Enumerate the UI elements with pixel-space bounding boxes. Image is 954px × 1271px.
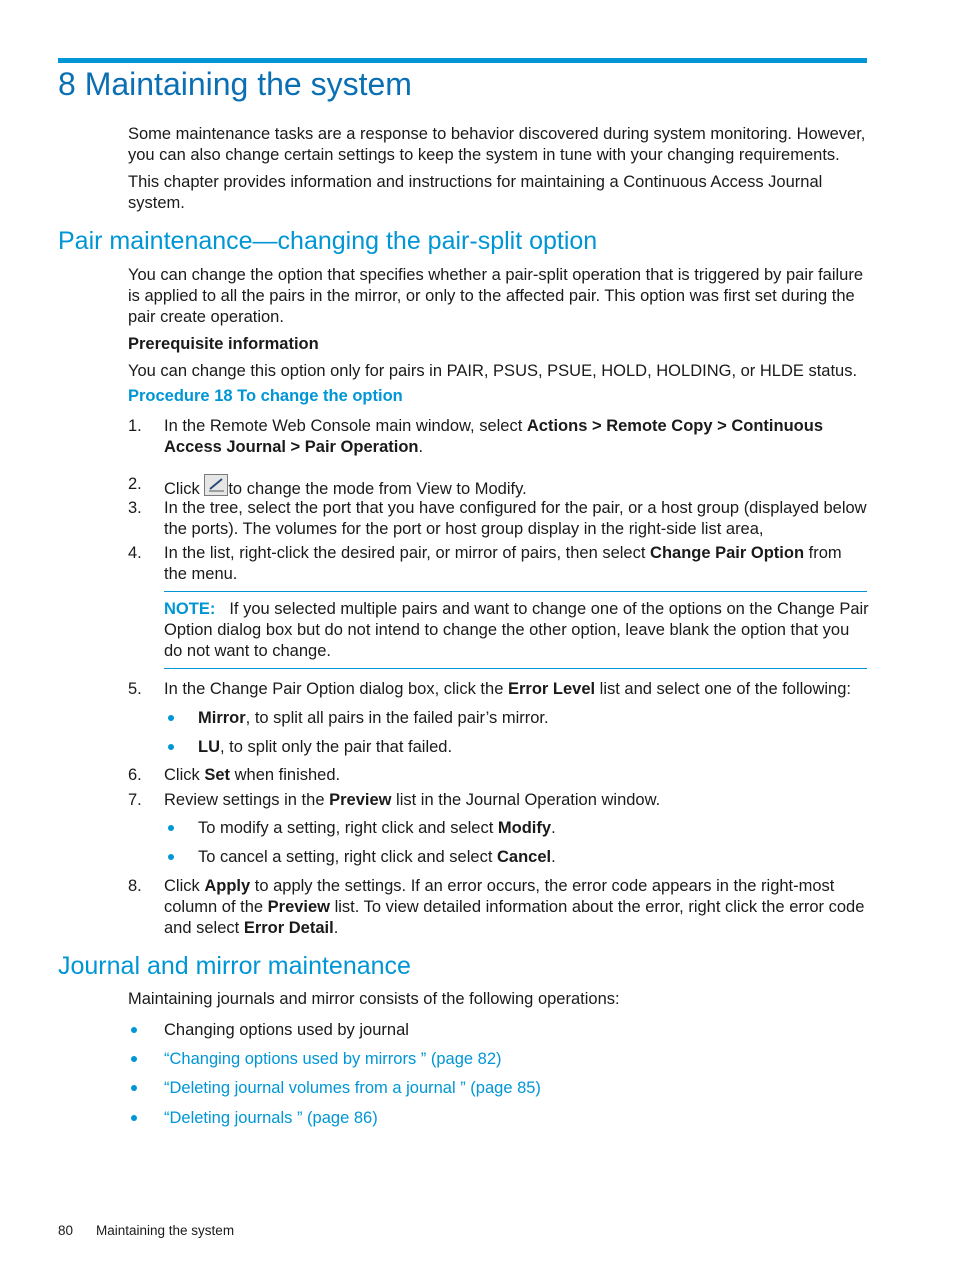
- prerequisite-text: You can change this option only for pairs in PAIR, PSUS, PSUE, HOLD, HOLDING, or HLDE status.: [128, 362, 858, 380]
- note-label: NOTE:: [164, 600, 216, 618]
- note: [164, 599, 869, 662]
- menu-option: Error Detail: [243, 919, 334, 937]
- link-deleting-journals[interactable]: “Deleting journals ” (page 86): [164, 1109, 378, 1127]
- section-heading-pair-maintenance: Pair maintenance—changing the pair-split option: [58, 227, 598, 255]
- link-deleting-journal-volumes[interactable]: “Deleting journal volumes from a journal ” (page 85): [164, 1079, 541, 1097]
- step-2: [164, 474, 869, 500]
- step-text: list and select one of the following:: [595, 680, 851, 698]
- procedure-title: Procedure 18 To change the option: [128, 387, 403, 405]
- section1-paragraph: You can change the option that specifies whether a pair-split operation that is triggered by pair failure is applied to all the pairs in the mirror, or only to the affected pair. This option was first set during the pair create operation.: [128, 266, 864, 326]
- step-7: [164, 790, 869, 811]
- step-4: [164, 543, 869, 585]
- item-text: .: [551, 848, 556, 866]
- option-name: LU: [198, 738, 220, 756]
- step-text: Click: [164, 480, 205, 498]
- menu-option: Change Pair Option: [650, 544, 805, 562]
- running-title: Maintaining the system: [96, 1223, 235, 1238]
- step-text: In the list, right-click the desired pair, or mirror of pairs, then select: [164, 544, 651, 562]
- list-item: [198, 737, 452, 758]
- step-text: to change the mode from View to Modify.: [228, 480, 527, 498]
- ui-element-name: Preview: [267, 898, 331, 916]
- section2-paragraph: Maintaining journals and mirror consists of the following operations:: [128, 990, 620, 1008]
- button-name: Apply: [204, 877, 251, 895]
- list-item: Changing options used by journal: [164, 1021, 409, 1039]
- page-number: 80: [58, 1223, 74, 1238]
- bullet-icon: [168, 715, 174, 721]
- chapter-rule: [58, 58, 867, 63]
- ui-element-name: Error Level: [507, 680, 596, 698]
- step-text: Click: [164, 877, 205, 895]
- section-heading-journal-mirror: Journal and mirror maintenance: [58, 952, 411, 980]
- bullet-icon: [131, 1115, 137, 1121]
- step-text: list. To view detailed information about the error, right click the error code and select: [164, 898, 865, 937]
- list-item: [198, 847, 556, 868]
- item-text: , to split only the pair that failed.: [220, 738, 453, 756]
- step-number: 8.: [128, 877, 142, 895]
- bullet-icon: [168, 825, 174, 831]
- step-text: .: [333, 919, 339, 937]
- step-number: 4.: [128, 544, 142, 562]
- step-number: 3.: [128, 499, 142, 517]
- step-8: [164, 876, 869, 939]
- menu-option: Modify: [497, 819, 552, 837]
- step-number: 1.: [128, 417, 142, 435]
- intro-paragraph-1: Some maintenance tasks are a response to behavior discovered during system monitoring. However, you can also change certain settings to keep the system in tune with your changing requirements.: [128, 125, 866, 164]
- step-1: [164, 416, 869, 458]
- bullet-icon: [131, 1027, 137, 1033]
- item-text: , to split all pairs in the failed pair’s mirror.: [245, 709, 549, 727]
- step-text: Click: [164, 766, 205, 784]
- item-text: To modify a setting, right click and select: [198, 819, 498, 837]
- step-text: In the Remote Web Console main window, select: [164, 417, 527, 435]
- step-text: when finished.: [230, 766, 341, 784]
- bullet-icon: [131, 1056, 137, 1062]
- ui-element-name: Preview: [329, 791, 392, 809]
- chapter-title: 8 Maintaining the system: [58, 66, 412, 102]
- step-text: Review settings in the: [164, 791, 330, 809]
- bullet-icon: [168, 744, 174, 750]
- list-item: [198, 818, 556, 839]
- option-name: Mirror: [198, 709, 246, 727]
- link-changing-options-mirrors[interactable]: “Changing options used by mirrors ” (page 82): [164, 1050, 502, 1068]
- step-text: list in the Journal Operation window.: [391, 791, 661, 809]
- step-number: 7.: [128, 791, 142, 809]
- list-item: [198, 708, 549, 729]
- step-text: In the Change Pair Option dialog box, click the: [164, 680, 508, 698]
- note-text: If you selected multiple pairs and want to change one of the options on the Change Pair Option dialog box but do not intend to change the other option, leave blank the option that you do not want to change.: [164, 600, 869, 660]
- step-5: [164, 679, 869, 700]
- step-3: In the tree, select the port that you have configured for the pair, or a host group (displayed below the ports). The volumes for the port or host group display in the right-side list area,: [164, 499, 867, 538]
- menu-path: Actions > Remote Copy > Continuous Access Journal > Pair Operation: [164, 417, 823, 456]
- step-number: 6.: [128, 766, 142, 784]
- step-text: to apply the settings. If an error occurs, the error code appears in the right-most column of the: [164, 877, 835, 916]
- prerequisite-heading: Prerequisite information: [128, 335, 319, 353]
- intro-paragraph-2: This chapter provides information and instructions for maintaining a Continuous Access Journal system.: [128, 173, 823, 212]
- item-text: To cancel a setting, right click and select: [198, 848, 497, 866]
- button-name: Set: [204, 766, 231, 784]
- modify-icon: [204, 474, 228, 496]
- step-6: [164, 765, 869, 786]
- item-text: .: [551, 819, 556, 837]
- step-text: from the menu.: [164, 544, 842, 583]
- bullet-icon: [168, 854, 174, 860]
- step-number: 2.: [128, 475, 142, 493]
- bullet-icon: [131, 1085, 137, 1091]
- step-number: 5.: [128, 680, 142, 698]
- step-text: .: [418, 438, 424, 456]
- menu-option: Cancel: [496, 848, 552, 866]
